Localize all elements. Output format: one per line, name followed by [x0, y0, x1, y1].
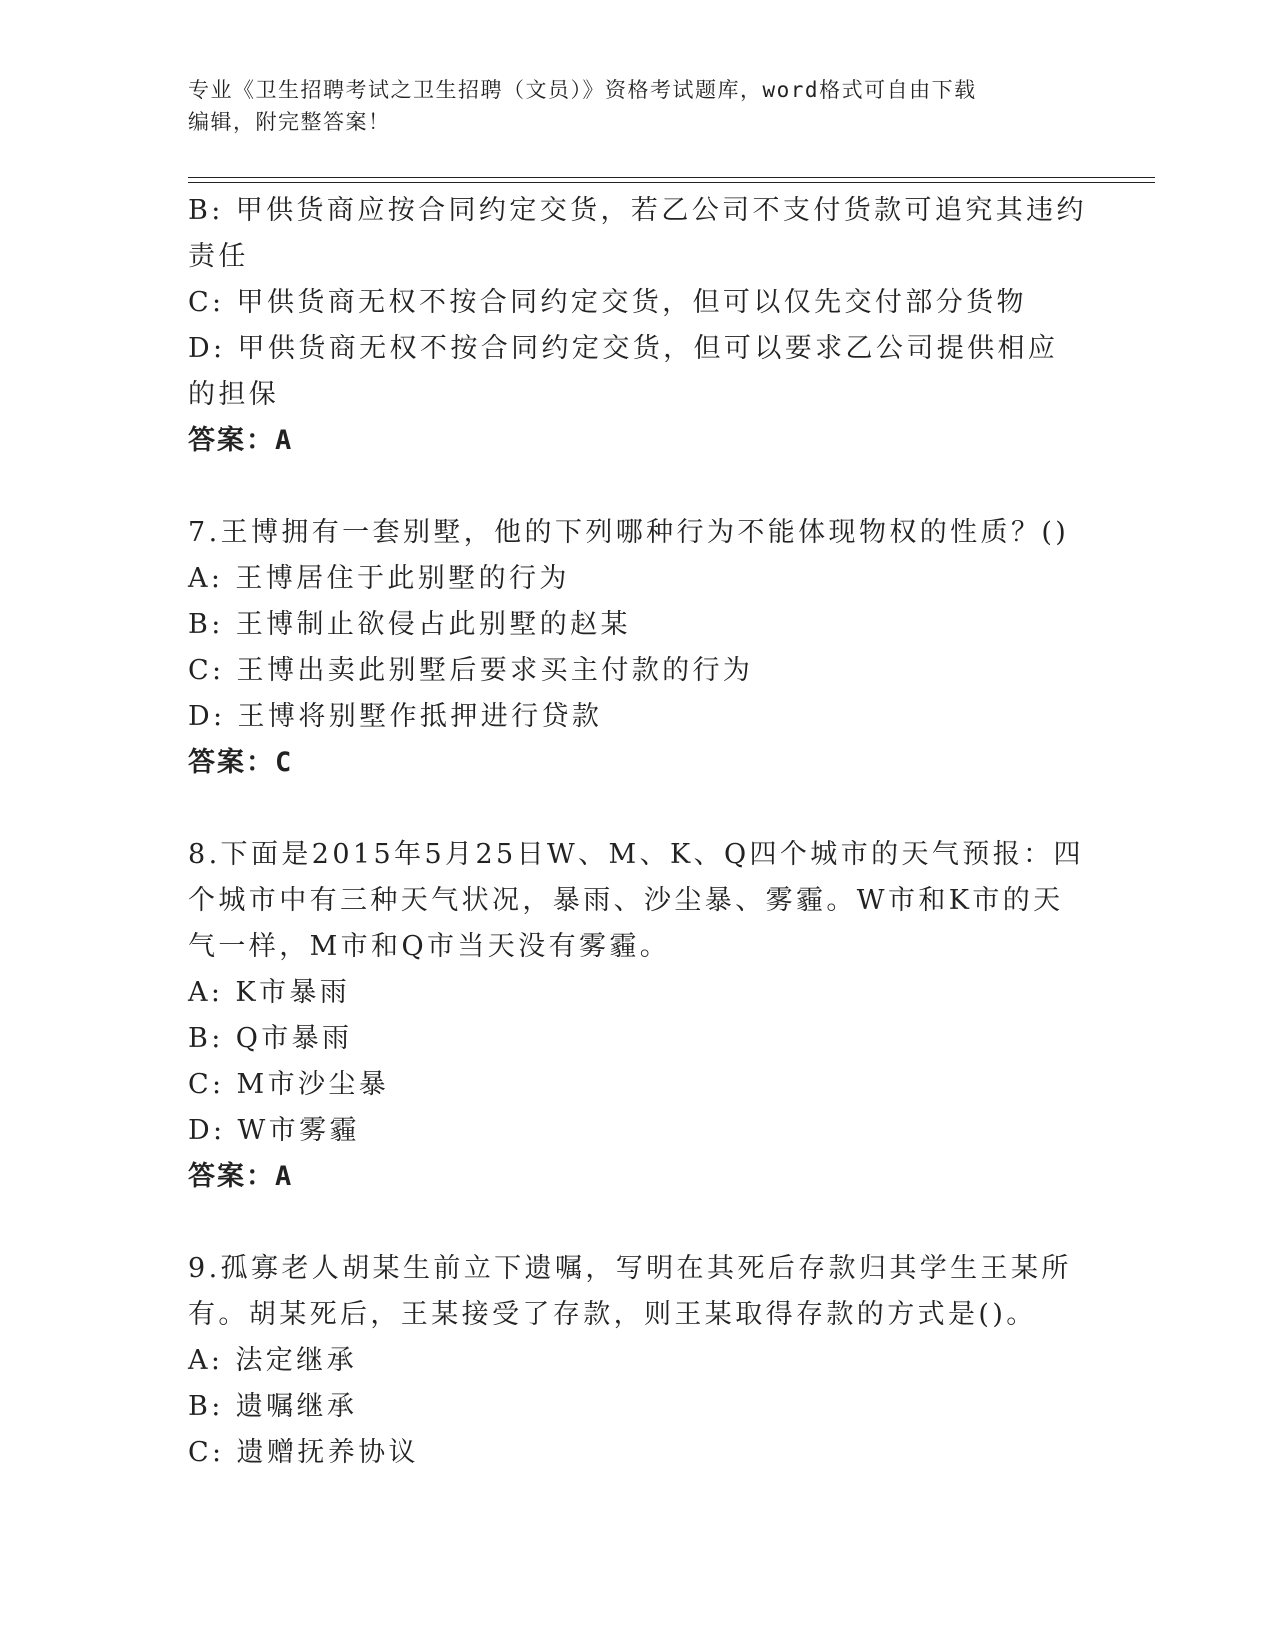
question-content — [188, 188, 1088, 1476]
question-8-block — [188, 832, 1088, 1200]
q7-option-a: A: 王博居住于此别墅的行为 — [188, 563, 570, 594]
q7-option-b: B: 王博制止欲侵占此别墅的赵某 — [188, 609, 631, 640]
question-7-block — [188, 510, 1088, 786]
question-6-block — [188, 188, 1088, 464]
q9-option-a: A: 法定继承 — [188, 1345, 357, 1376]
question-9-block — [188, 1246, 1088, 1476]
document-header — [188, 74, 1088, 138]
q8-question: 8.下面是2015年5月25日W、M、K、Q四个城市的天气预报：四个城市中有三种天气状况，暴雨、沙尘暴、雾霾。W市和K市的天气一样，M市和Q市当天没有雾霾。 — [188, 839, 1084, 962]
q6-option-c: C: 甲供货商无权不按合同约定交货，但可以仅先交付部分货物 — [188, 287, 1027, 318]
spacer — [188, 1200, 1088, 1246]
q8-answer: 答案：A — [188, 1161, 294, 1192]
q8-option-d: D: W市雾霾 — [188, 1115, 360, 1146]
header-divider-top — [188, 177, 1155, 178]
q7-option-c: C: 王博出卖此别墅后要求买主付款的行为 — [188, 655, 754, 686]
q6-answer: 答案：A — [188, 425, 294, 456]
header-line-1: 专业《卫生招聘考试之卫生招聘（文员）》资格考试题库，word格式可自由下载 — [188, 78, 977, 102]
q9-question: 9.孤寡老人胡某生前立下遗嘱，写明在其死后存款归其学生王某所有。胡某死后，王某接受了存款，则王某取得存款的方式是()。 — [188, 1253, 1072, 1330]
q8-option-c: C: M市沙尘暴 — [188, 1069, 390, 1100]
spacer — [188, 464, 1088, 510]
q7-answer: 答案：C — [188, 747, 294, 778]
header-divider-bottom — [188, 182, 1155, 183]
header-line-2: 编辑，附完整答案！ — [188, 110, 391, 134]
q6-option-d: D: 甲供货商无权不按合同约定交货，但可以要求乙公司提供相应的担保 — [188, 333, 1059, 410]
q9-option-b: B: 遗嘱继承 — [188, 1391, 358, 1422]
q7-option-d: D: 王博将别墅作抵押进行贷款 — [188, 701, 603, 732]
spacer — [188, 786, 1088, 832]
q8-option-b: B: Q市暴雨 — [188, 1023, 353, 1054]
q8-option-a: A: K市暴雨 — [188, 977, 351, 1008]
q9-option-c: C: 遗赠抚养协议 — [188, 1437, 419, 1468]
q6-option-b: B: 甲供货商应按合同约定交货，若乙公司不支付货款可追究其违约责任 — [188, 195, 1087, 272]
q7-question: 7.王博拥有一套别墅，他的下列哪种行为不能体现物权的性质？() — [188, 517, 1070, 548]
